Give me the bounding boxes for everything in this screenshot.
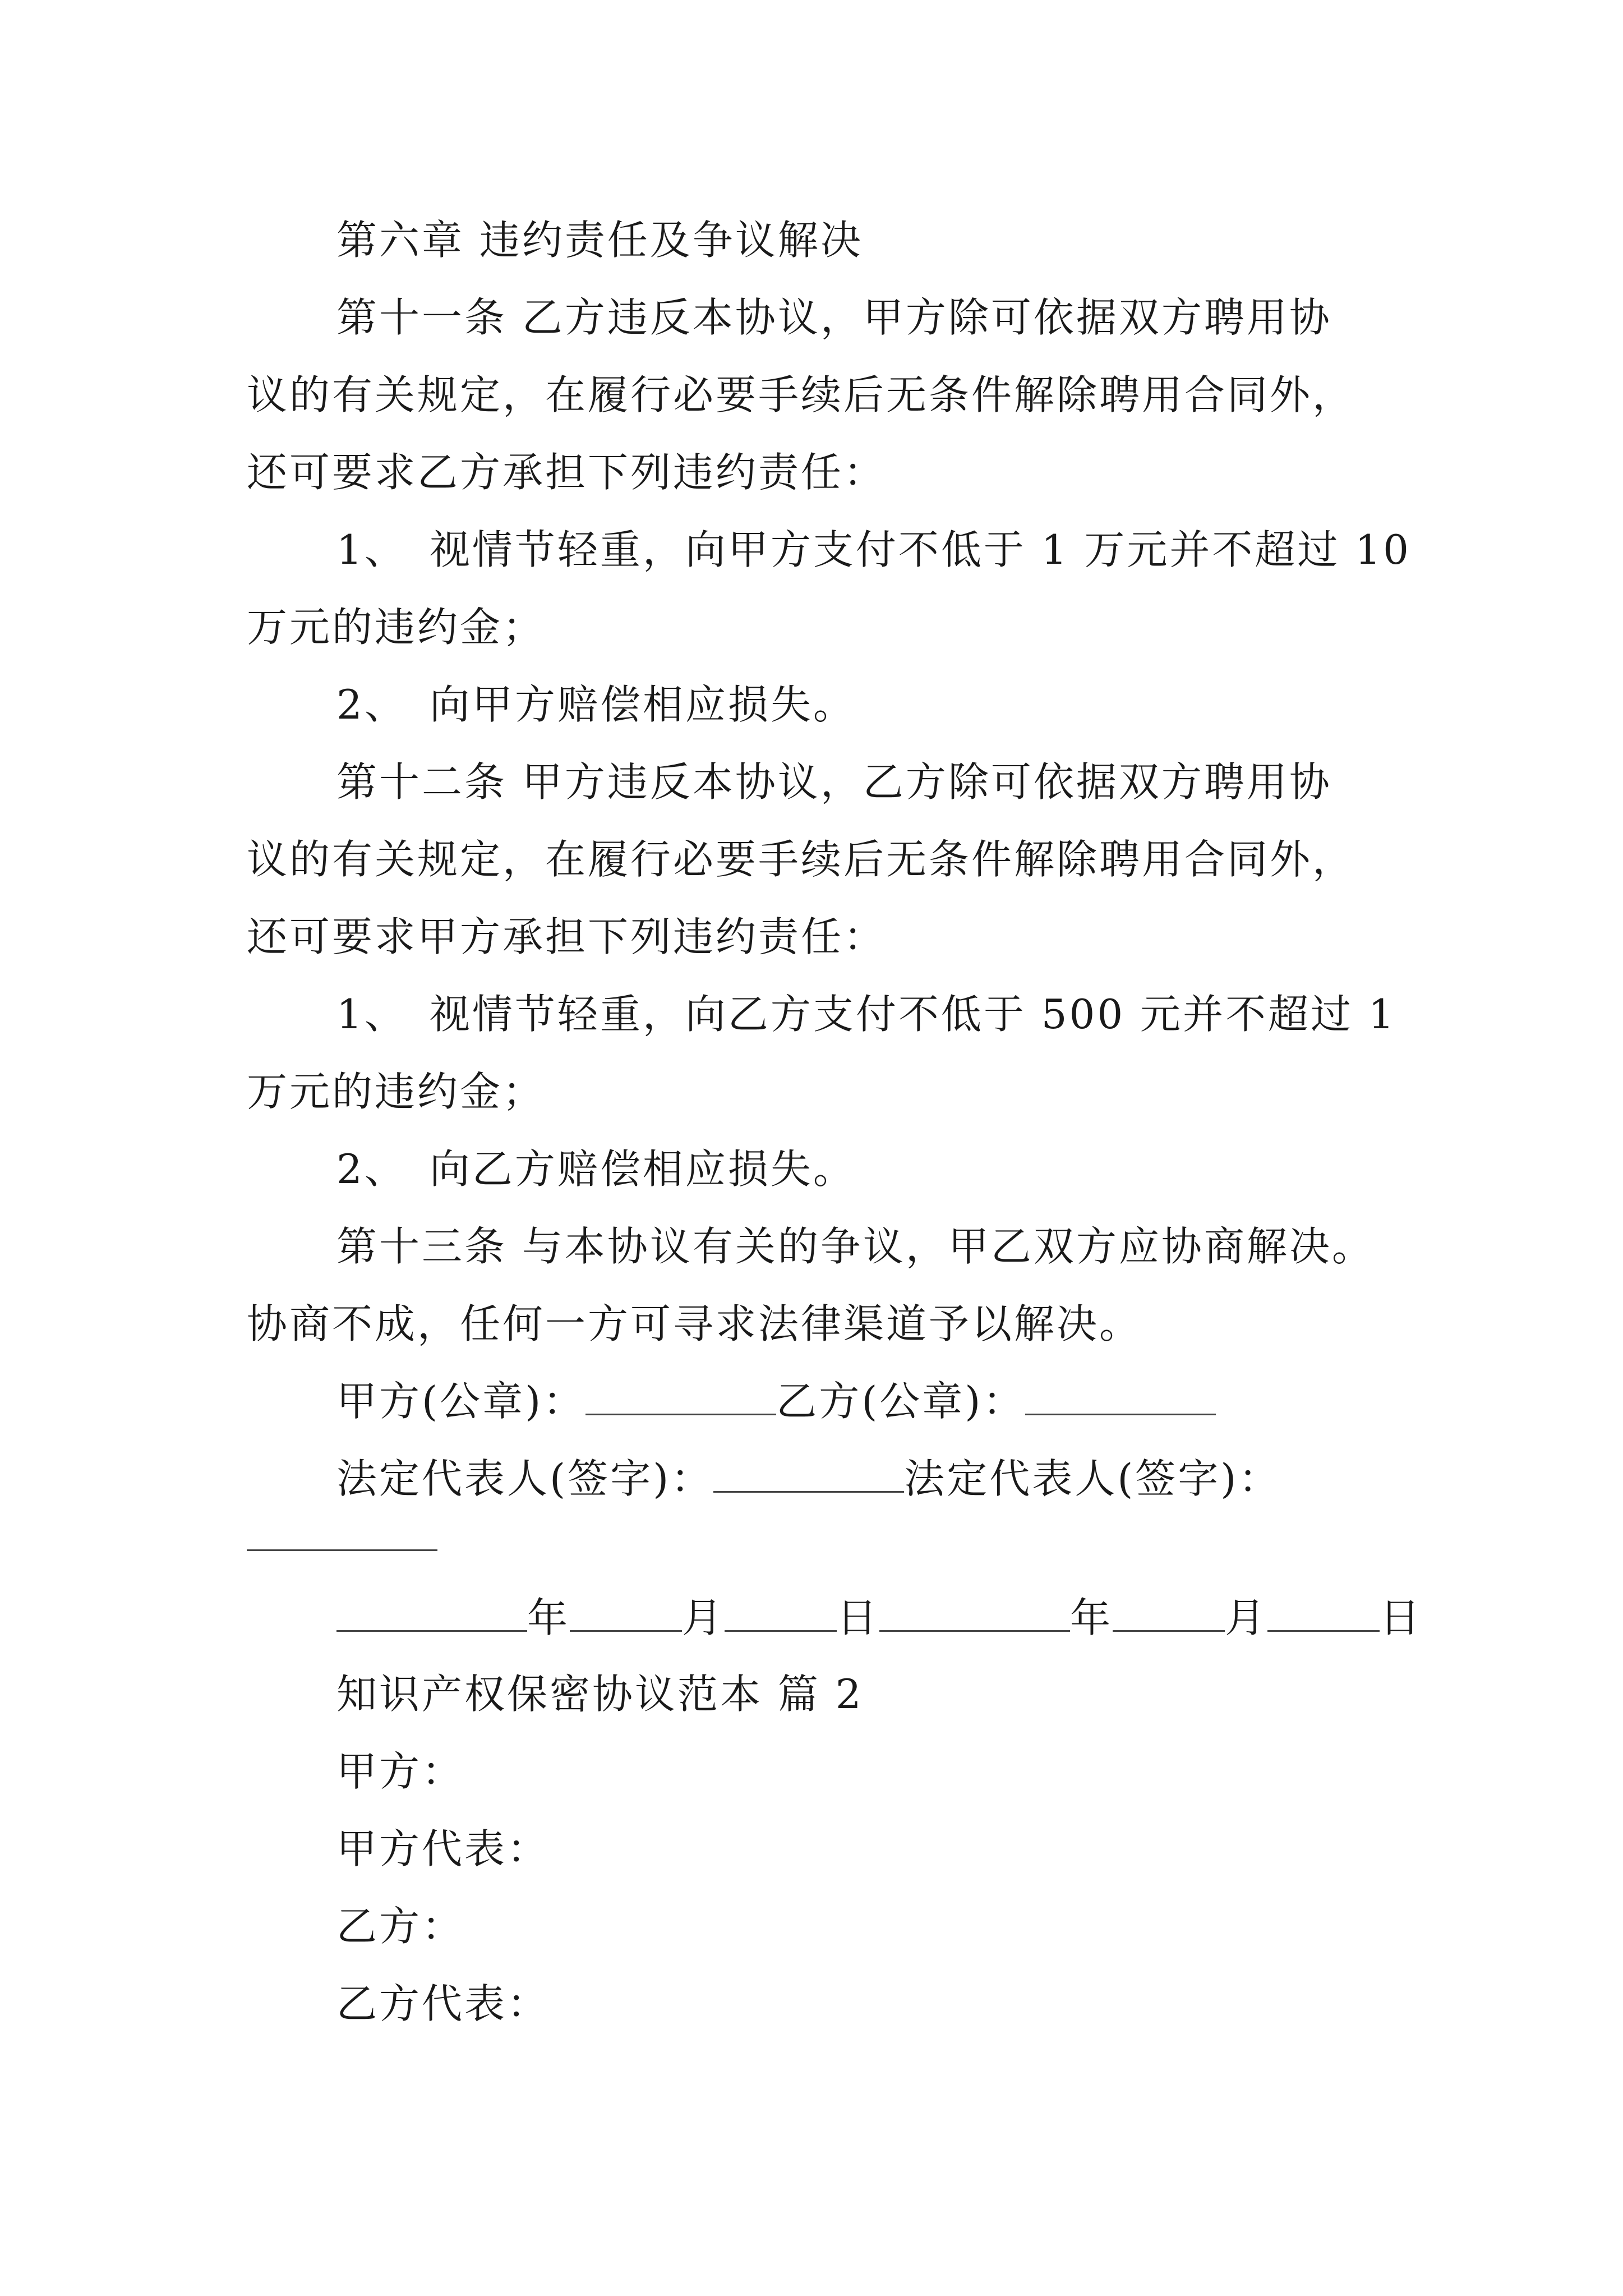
year-label: 年 [1070,1594,1113,1641]
article-11-line-1: 第十一条 乙方违反本协议，甲方除可依据双方聘用协 [336,294,1332,341]
party-a-rep-label: 甲方代表： [336,1825,550,1872]
article-11-line-2: 议的有关规定，在履行必要手续后无条件解除聘用合同外， [247,371,1355,418]
party-a-seal-blank [585,1377,776,1415]
party-b-seal-blank [1025,1377,1216,1415]
party-b-rep-label: 乙方代表： [336,1980,550,2027]
item-number: 1、 [336,526,407,573]
article-11-line-3: 还可要求乙方承担下列违约责任： [247,449,887,496]
month-blank-a [570,1593,682,1632]
item-number: 2、 [336,681,407,728]
item-text: 视情节轻重，向甲方支付不低于 1 万元并不超过 10 [429,526,1411,573]
legal-rep-b-label: 法定代表人(签字)： [904,1455,1281,1502]
year-blank-a [336,1593,527,1632]
year-label: 年 [527,1594,570,1641]
party-a-label: 甲方： [336,1748,465,1795]
party-b-seal-label: 乙方(公章)： [776,1378,1026,1425]
article-13-line-2: 协商不成，任何一方可寻求法律渠道予以解决。 [247,1300,1142,1347]
day-blank-b [1267,1593,1380,1632]
item-text: 向乙方赔偿相应损失。 [429,1145,856,1193]
day-blank-a [725,1593,837,1632]
day-label: 日 [1380,1594,1423,1641]
day-label: 日 [837,1594,880,1641]
party-a-seal-label: 甲方(公章)： [336,1378,586,1425]
article-11-item-2 [336,677,856,733]
month-label: 月 [682,1594,725,1641]
item-text: 视情节轻重，向乙方支付不低于 500 元并不超过 1 [429,991,1396,1038]
article-12-item-2 [336,1141,856,1197]
year-blank-b [879,1593,1070,1632]
chapter-title: 第六章 违约责任及争议解决 [336,217,863,264]
legal-rep-line [336,1451,1281,1507]
item-number: 2、 [336,1145,407,1193]
party-b-label: 乙方： [336,1903,465,1950]
legal-rep-a-blank [713,1454,904,1493]
article-11-item-1 [336,522,1411,578]
item-number: 1、 [336,991,407,1038]
article-12-item-1-cont: 万元的违约金； [247,1068,546,1115]
item-text: 向甲方赔偿相应损失。 [429,681,856,728]
article-12-line-3: 还可要求甲方承担下列违约责任： [247,913,887,960]
month-label: 月 [1225,1594,1268,1641]
month-blank-b [1113,1593,1225,1632]
article-12-line-2: 议的有关规定，在履行必要手续后无条件解除聘用合同外， [247,836,1355,883]
article-12-item-1 [336,986,1396,1042]
article-11-item-1-cont: 万元的违约金； [247,604,546,651]
date-line [336,1590,1422,1646]
section-title: 知识产权保密协议范本 篇 2 [336,1671,864,1718]
legal-rep-b-blank [247,1549,437,1551]
legal-rep-a-label: 法定代表人(签字)： [336,1455,714,1502]
article-13-line-1: 第十三条 与本协议有关的争议，甲乙双方应协商解决。 [336,1223,1375,1270]
seal-line [336,1373,1216,1429]
article-12-line-1: 第十二条 甲方违反本协议，乙方除可依据双方聘用协 [336,758,1332,806]
